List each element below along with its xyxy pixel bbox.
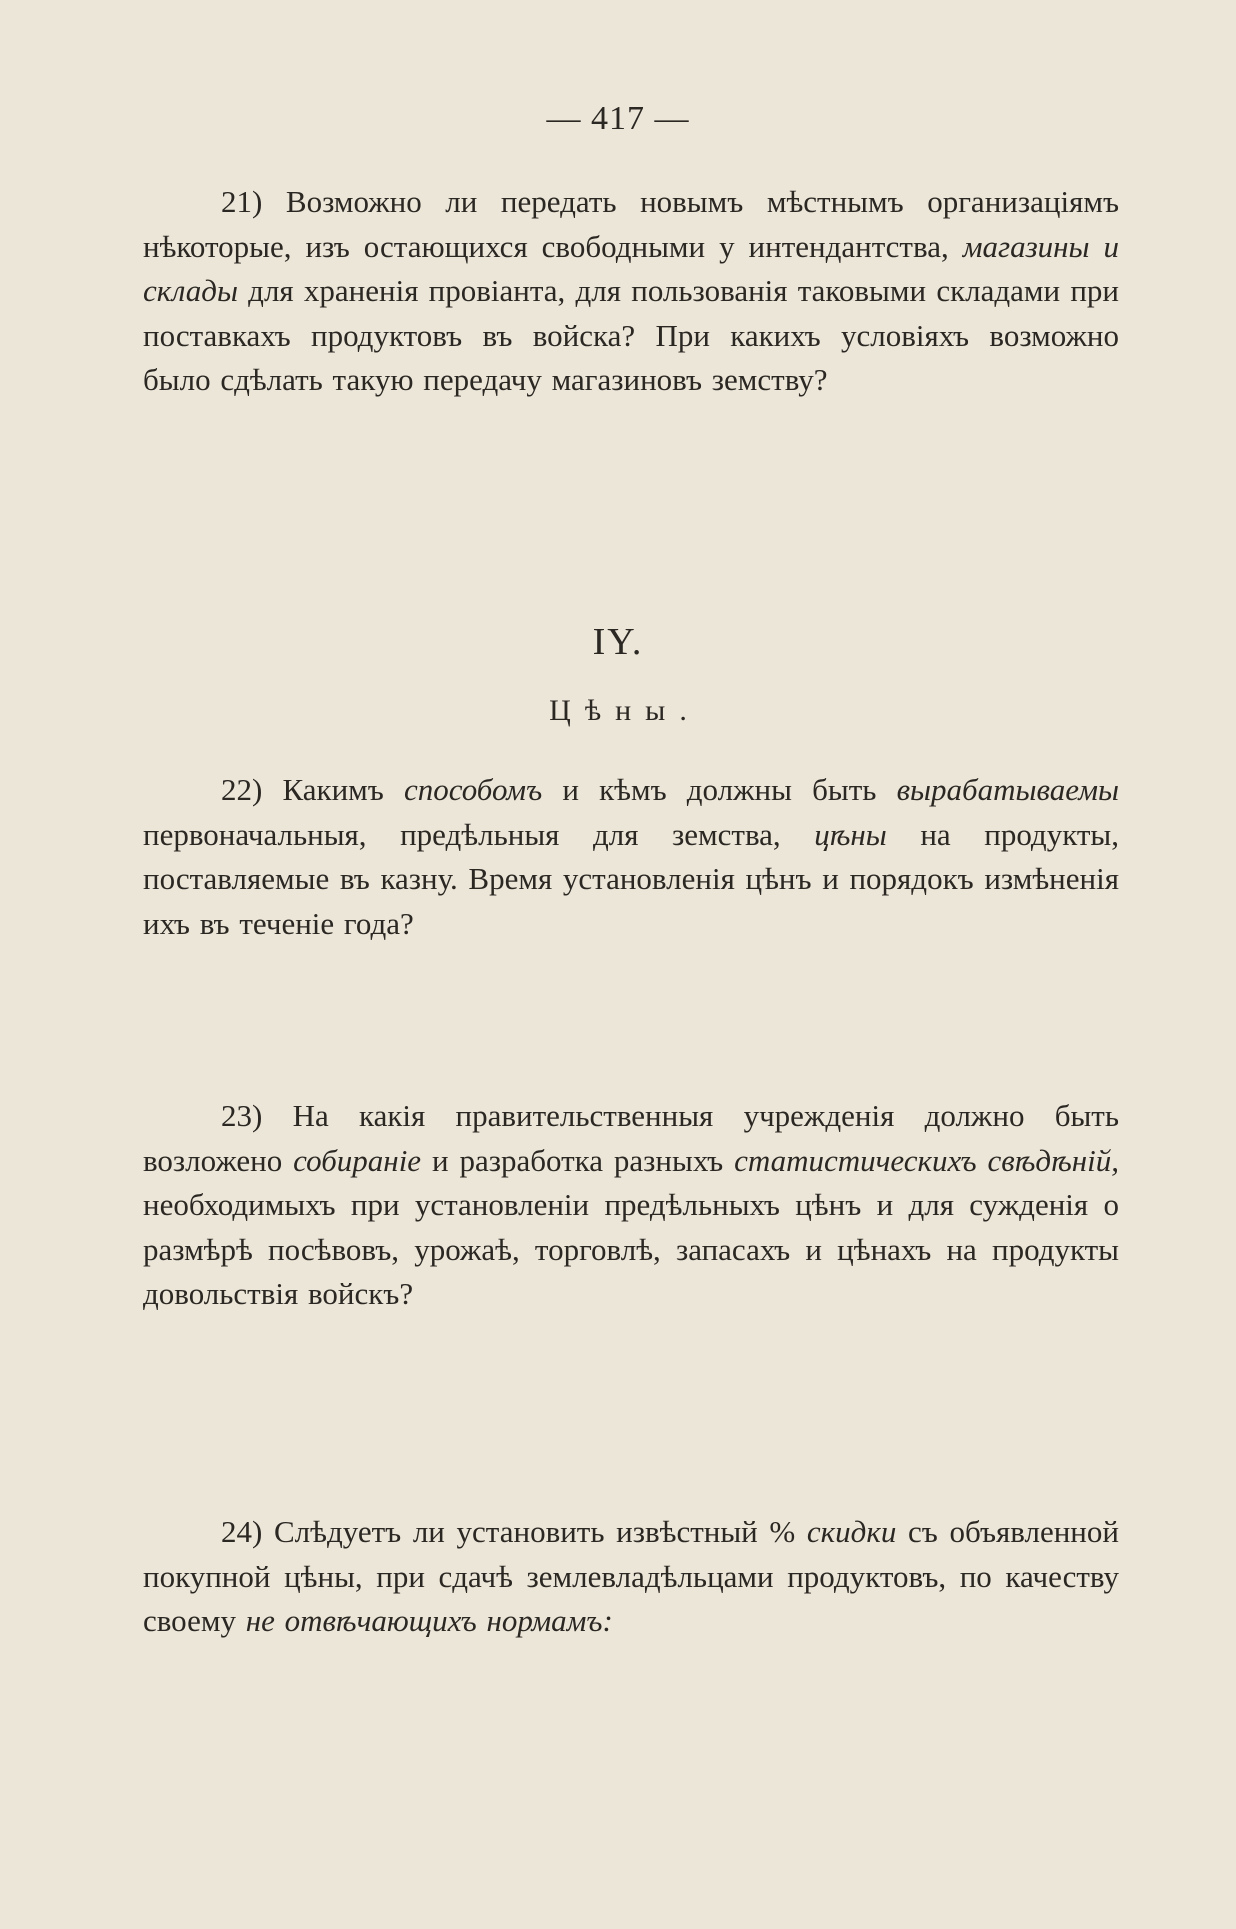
question-24: 24) Слѣдуетъ ли установить извѣстный % скидки съ объявленной покупной цѣны, при сдачѣ землевладѣльцами продуктовъ, по качеству своему не отвѣчающихъ нормамъ: bbox=[143, 1514, 1119, 1638]
emphasis: магазины и склады bbox=[143, 228, 1119, 308]
emphasis: скидки bbox=[806, 1514, 897, 1549]
question-number: 21) bbox=[221, 184, 263, 219]
emphasis: вырабатываемы bbox=[896, 772, 1119, 807]
emphasis: способомъ bbox=[403, 772, 543, 807]
emphasis: цѣны bbox=[814, 816, 887, 852]
question-number: 22) bbox=[221, 772, 263, 807]
question-number: 24) bbox=[221, 1514, 263, 1549]
emphasis: не отвѣчающихъ нормамъ: bbox=[245, 1603, 613, 1638]
question-22: 22) Какимъ способомъ и кѣмъ должны быть вырабатываемы первоначальныя, предѣльныя для земства, цѣны на продукты, поставляемые въ казну. Время установленія цѣнъ и порядокъ измѣненія ихъ въ теченіе года? bbox=[143, 772, 1119, 941]
emphasis: собираніе bbox=[293, 1142, 422, 1178]
section-title: Цѣны. bbox=[549, 694, 701, 727]
question-number: 23) bbox=[221, 1098, 263, 1133]
question-23: 23) На какія правительственныя учрежденія должно быть возложено собираніе и разработка разныхъ статистическихъ свѣдѣній, необходимыхъ при установленіи предѣльныхъ цѣнъ и для сужденія о размѣрѣ посѣвовъ, урожаѣ, торговлѣ, запасахъ и цѣнахъ на продукты довольствія войскъ? bbox=[143, 1098, 1120, 1311]
section-numeral: IY. bbox=[592, 621, 644, 663]
question-21: 21) Возможно ли передать новымъ мѣстнымъ организаціямъ нѣкоторые, изъ остающихся свободными у интендантства, магазины и склады для храненія провіанта, для пользованія таковыми складами при поставкахъ продуктовъ въ войска? При какихъ условіяхъ возможно было сдѣлать такую передачу магазиновъ земству? bbox=[143, 184, 1119, 397]
emphasis: статистическихъ свѣдѣній, bbox=[734, 1142, 1120, 1178]
page-number: — 417 — bbox=[546, 100, 690, 137]
